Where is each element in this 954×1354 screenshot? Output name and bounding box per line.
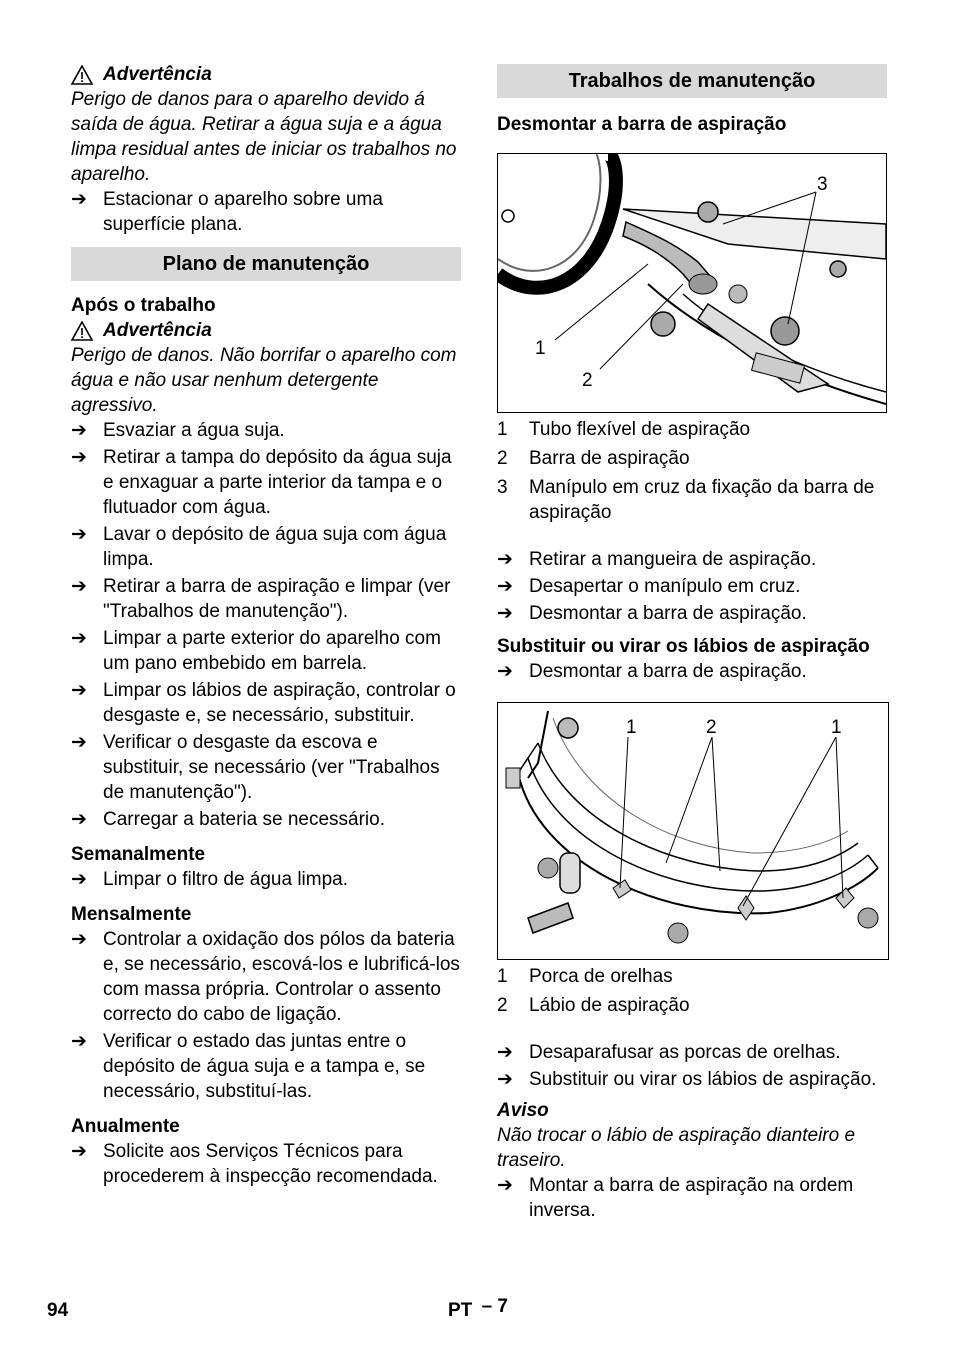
legend-text: Porca de orelhas [529,966,673,987]
footer-section [448,1298,508,1323]
page-number: 94 [47,1300,69,1321]
warning-title: Advertência [103,64,212,85]
step-list-remove-bar [497,547,887,626]
arrow-icon: ➔ [71,628,87,649]
figure-suction-bar-mount [497,153,887,413]
footer-language: PT [448,1300,473,1321]
step-item [71,927,461,1027]
step-item [497,601,887,626]
step-item [497,659,887,684]
legend-item [497,964,887,989]
step-item [71,1139,461,1189]
step-list-final [497,1173,887,1223]
step-list-after-work [71,418,461,832]
arrow-icon: ➔ [71,1031,87,1052]
step-text: Limpar o filtro de água limpa. [103,869,349,890]
step-text: Estacionar o aparelho sobre uma superfície plana. [103,189,383,235]
step-text: Retirar a tampa do depósito da água suja e enxaguar a parte interior da tampa e o flutuador com água. [103,447,452,518]
step-item [71,1029,461,1104]
footer-section-page: – 7 [481,1296,508,1317]
legend-number: 1 [497,966,508,987]
legend-number: 1 [497,419,508,440]
legend-number: 2 [497,448,508,469]
step-item [71,418,461,443]
step-text: Montar a barra de aspiração na ordem inversa. [529,1175,854,1221]
callout-label: 1 [831,717,842,738]
arrow-icon: ➔ [497,1069,513,1090]
legend-text: Tubo flexível de aspiração [529,419,751,440]
arrow-icon: ➔ [71,189,87,210]
step-text: Limpar a parte exterior do aparelho com um pano embebido em barrela. [103,628,441,674]
arrow-icon: ➔ [497,1175,513,1196]
step-item [71,187,461,237]
legend-number: 2 [497,995,508,1016]
legend-number: 3 [497,477,508,498]
callout-label: 3 [817,174,828,195]
step-text: Verificar o estado das juntas entre o depósito de água suja e a tampa e, se necessário, substituí-las. [103,1031,426,1102]
step-list-yearly [71,1139,461,1189]
step-list-lips [497,1040,887,1092]
arrow-icon: ➔ [497,576,513,597]
step-text: Retirar a barra de aspiração e limpar (ver "Trabalhos de manutenção"). [103,576,451,622]
callout-label: 1 [535,338,546,359]
warning-heading [71,318,461,343]
step-list-lips-pre [497,659,887,684]
arrow-icon: ➔ [71,869,87,890]
arrow-icon: ➔ [497,1042,513,1063]
section-heading-maintenance: Trabalhos de manutenção [497,64,887,98]
arrow-icon: ➔ [71,420,87,441]
arrow-icon: ➔ [71,680,87,701]
subheading-remove-bar: Desmontar a barra de aspiração [497,114,787,135]
arrow-icon: ➔ [71,732,87,753]
warning-text: Perigo de danos para o aparelho devido á saída de água. Retirar a água suja e a água limpa residual antes de iniciar os trabalhos no aparelho. [71,89,457,185]
arrow-icon: ➔ [497,661,513,682]
step-text: Desmontar a barra de aspiração. [529,661,807,682]
legend-item [497,475,887,525]
figure-legend [497,964,887,1018]
legend-text: Barra de aspiração [529,448,690,469]
step-item [71,626,461,676]
figure-suction-lips [497,702,889,960]
warning-icon [71,321,93,341]
step-item [71,867,461,892]
callout-label: 1 [626,717,637,738]
step-text: Esvaziar a água suja. [103,420,285,441]
step-item [497,547,887,572]
step-item [71,445,461,520]
step-text: Controlar a oxidação dos pólos da bateria e, se necessário, escová-los e lubrificá-los com massa própria. Controlar o assento correcto do cabo de ligação. [103,929,460,1025]
step-text: Substituir ou virar os lábios de aspiração. [529,1069,877,1090]
step-text: Carregar a bateria se necessário. [103,809,385,830]
step-text: Desaparafusar as porcas de orelhas. [529,1042,841,1063]
subheading-monthly: Mensalmente [71,904,192,925]
arrow-icon: ➔ [71,524,87,545]
step-text: Solicite aos Serviços Técnicos para procederem à inspecção recomendada. [103,1141,438,1187]
legend-item [497,993,887,1018]
arrow-icon: ➔ [71,929,87,950]
warning-heading [71,62,461,87]
section-heading-plan: Plano de manutenção [71,247,461,281]
legend-text: Manípulo em cruz da fixação da barra de aspiração [529,477,875,523]
step-item [497,574,887,599]
step-text: Desapertar o manípulo em cruz. [529,576,801,597]
arrow-icon: ➔ [71,1141,87,1162]
left-column [71,62,461,1189]
subheading-weekly: Semanalmente [71,844,206,865]
callout-label: 2 [582,370,593,391]
step-item [71,807,461,832]
arrow-icon: ➔ [497,549,513,570]
arrow-icon: ➔ [71,576,87,597]
warning-title: Advertência [103,320,212,341]
step-list-monthly [71,927,461,1104]
legend-item [497,446,887,471]
subheading-after-work: Após o trabalho [71,295,216,316]
callout-label: 2 [706,717,717,738]
step-item [71,574,461,624]
suction-lips-illustration [498,703,888,959]
suction-bar-mount-illustration [498,154,886,412]
arrow-icon: ➔ [71,447,87,468]
step-item [71,522,461,572]
subheading-yearly: Anualmente [71,1116,180,1137]
step-text: Retirar a mangueira de aspiração. [529,549,817,570]
legend-text: Lábio de aspiração [529,995,690,1016]
step-text: Verificar o desgaste da escova e substituir, se necessário (ver "Trabalhos de manutenção"). [103,732,440,803]
subheading-lips: Substituir ou virar os lábios de aspiração [497,636,870,657]
step-list-weekly [71,867,461,892]
step-text: Lavar o depósito de água suja com água limpa. [103,524,447,570]
right-column [497,62,887,1223]
step-item [71,678,461,728]
warning-text: Perigo de danos. Não borrifar o aparelho com água e não usar nenhum detergente agressivo. [71,345,457,416]
notice-text: Não trocar o lábio de aspiração dianteiro e traseiro. [497,1125,856,1171]
step-text: Limpar os lábios de aspiração, controlar o desgaste e, se necessário, substituir. [103,680,456,726]
step-item [497,1067,887,1092]
step-list [71,187,461,237]
step-item [497,1040,887,1065]
legend-item [497,417,887,442]
step-item [71,730,461,805]
arrow-icon: ➔ [497,603,513,624]
step-text: Desmontar a barra de aspiração. [529,603,807,624]
figure-legend [497,417,887,525]
warning-icon [71,65,93,85]
notice-title: Aviso [497,1100,549,1121]
step-item [497,1173,887,1223]
arrow-icon: ➔ [71,809,87,830]
